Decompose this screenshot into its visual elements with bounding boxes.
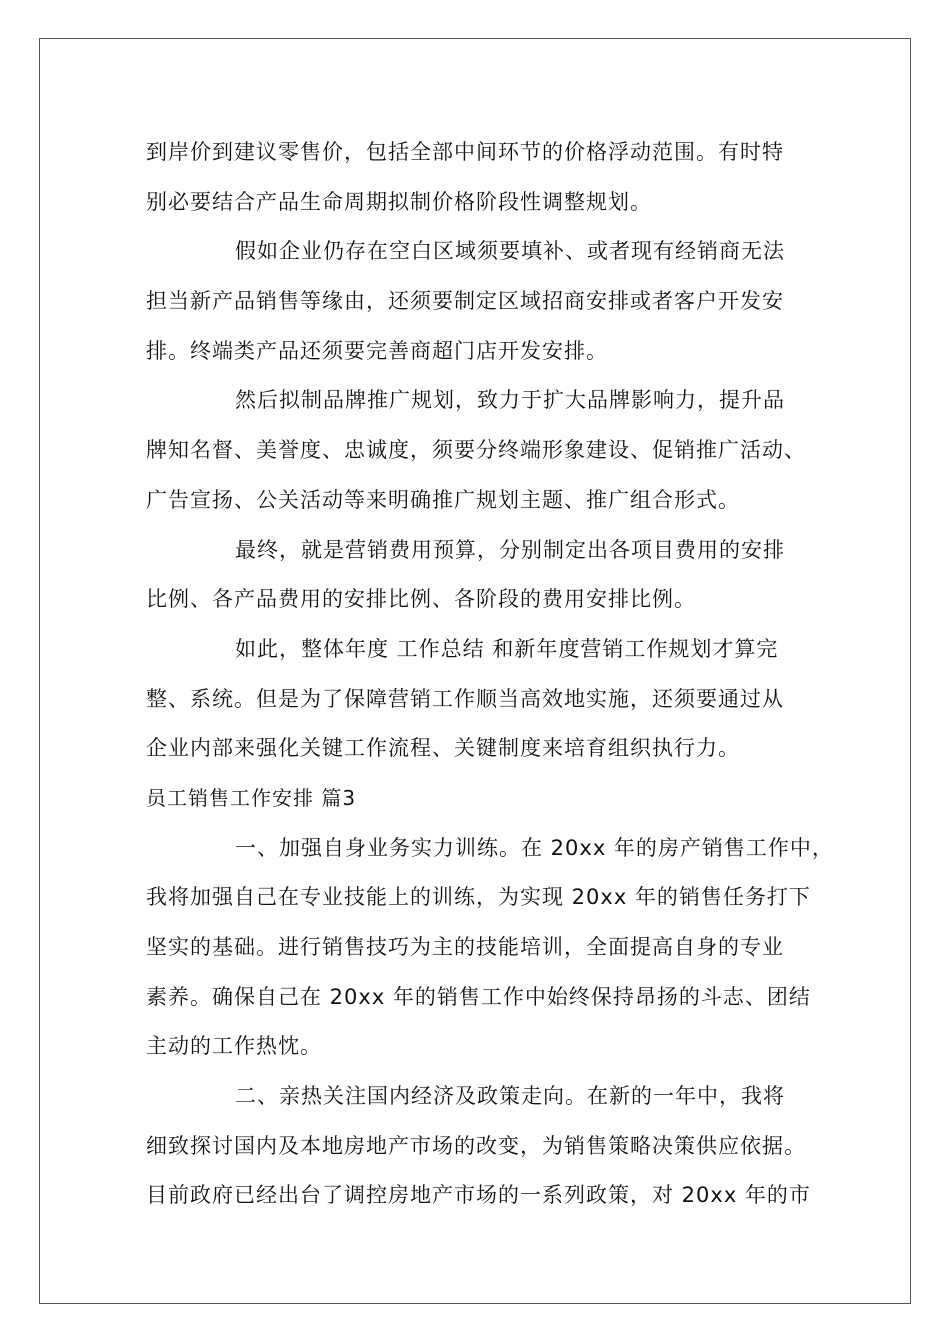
paragraph-start-line: 二、亲热关注国内经济及政策走向。在新的一年中，我将 xyxy=(235,1084,785,1109)
text-line: 别必要结合产品生命周期拟制价格阶段性调整规划。 xyxy=(146,189,652,214)
text-line: 企业内部来强化关键工作流程、关键制度来培育组织执行力。 xyxy=(146,736,740,761)
text-line: 素养。确保自己在 20xx 年的销售工作中始终保持昂扬的斗志、团结 xyxy=(146,984,811,1009)
text-line: 主动的工作热忱。 xyxy=(146,1034,322,1059)
paragraph-start-line: 如此，整体年度 工作总结 和新年度营销工作规划才算完 xyxy=(235,636,779,661)
section-heading: 员工销售工作安排 篇3 xyxy=(146,785,357,810)
text-line: 目前政府已经出台了调控房地产市场的一系列政策，对 20xx 年的市 xyxy=(146,1183,811,1208)
text-line: 担当新产品销售等缘由，还须要制定区域招商安排或者客户开发安 xyxy=(146,289,784,314)
text-line: 整、系统。但是为了保障营销工作顺当高效地实施，还须要通过从 xyxy=(146,686,784,711)
paragraph-start-line: 假如企业仍存在空白区域须要填补、或者现有经销商无法 xyxy=(235,239,785,264)
text-line: 到岸价到建议零售价，包括全部中间环节的价格浮动范围。有时特 xyxy=(146,140,784,164)
text-line: 牌知名督、美誉度、忠诚度，须要分终端形象建设、促销推广活动、 xyxy=(146,438,806,463)
text-line: 排。终端类产品还须要完善商超门店开发安排。 xyxy=(146,338,608,363)
paragraph-start-line: 最终，就是营销费用预算，分别制定出各项目费用的安排 xyxy=(235,537,785,562)
text-line: 广告宣扬、公关活动等来明确推广规划主题、推广组合形式。 xyxy=(146,487,740,512)
paragraph-start-line: 然后拟制品牌推广规划，致力于扩大品牌影响力，提升品 xyxy=(235,388,785,413)
document-body xyxy=(146,130,834,1223)
text-line: 我将加强自己在专业技能上的训练，为实现 20xx 年的销售任务打下 xyxy=(146,885,811,910)
text-line: 比例、各产品费用的安排比例、各阶段的费用安排比例。 xyxy=(146,587,696,612)
text-line: 细致探讨国内及本地房地产市场的改变，为销售策略决策供应依据。 xyxy=(146,1133,806,1158)
text-line: 坚实的基础。进行销售技巧为主的技能培训，全面提高自身的专业 xyxy=(146,935,784,959)
paragraph-start-line: 一、加强自身业务实力训练。在 20xx 年的房产销售工作中， xyxy=(235,835,834,860)
